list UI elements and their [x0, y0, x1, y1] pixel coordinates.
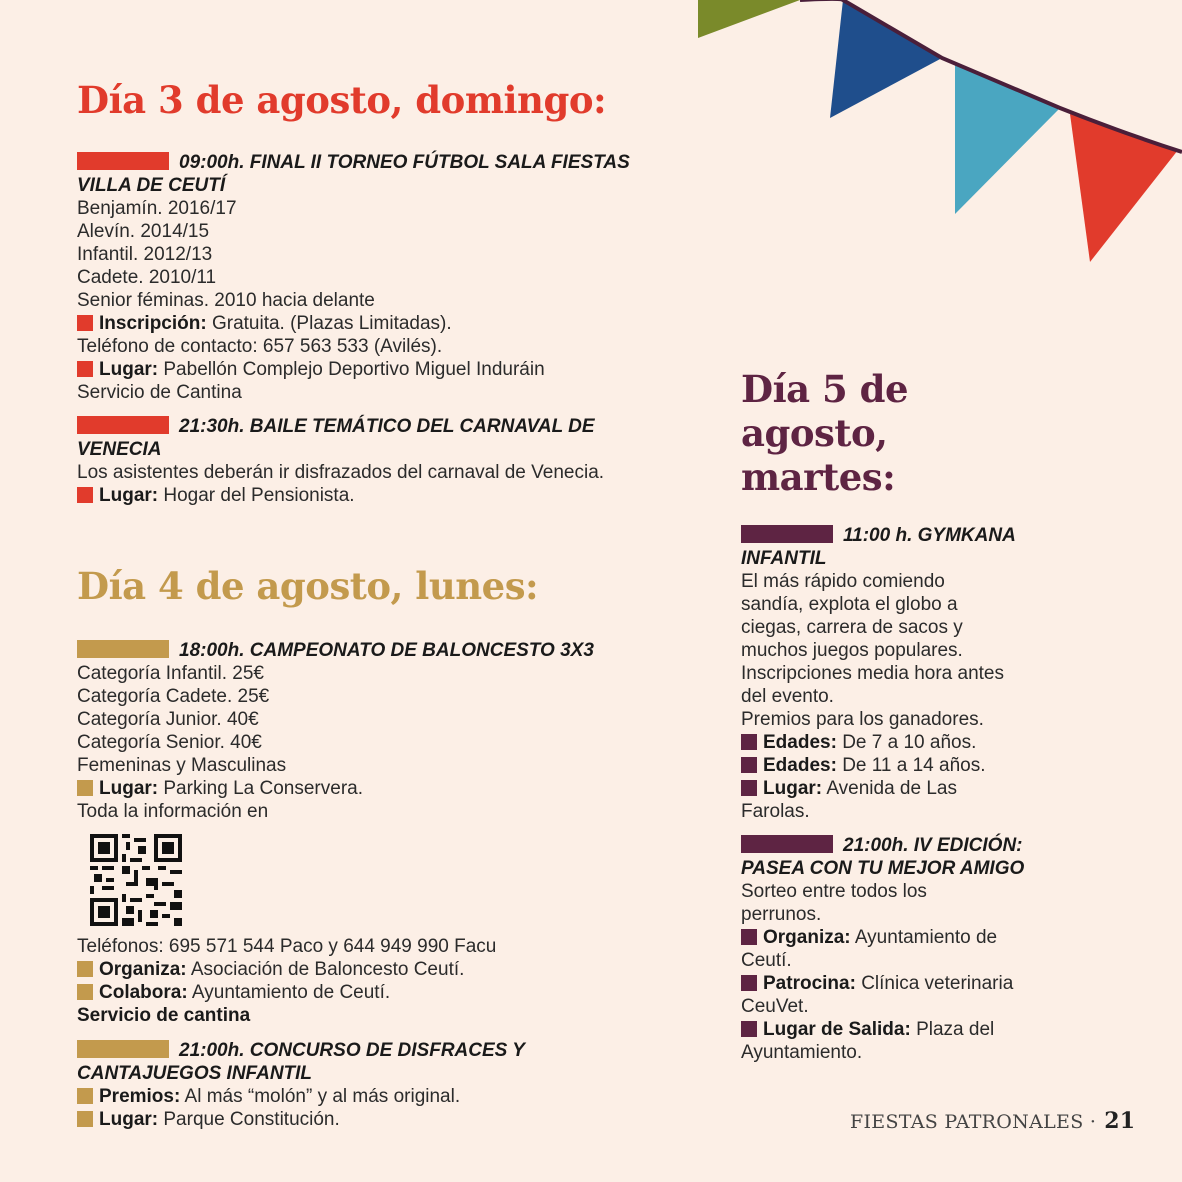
- phones-line: Teléfonos: 695 571 544 Paco y 644 949 990 Facu: [77, 936, 497, 957]
- bullet-square-icon: [741, 1021, 757, 1037]
- category-line: Alevín. 2014/15: [77, 221, 210, 242]
- day3-title: Día 3 de agosto, domingo:: [77, 78, 607, 122]
- day5-event2: [741, 834, 1061, 1064]
- category-line: Categoría Senior. 40€: [77, 732, 262, 753]
- event-bar-icon: [741, 835, 833, 853]
- event-heading-cont: VILLA DE CEUTÍ: [77, 175, 226, 196]
- bullet-square-icon: [741, 757, 757, 773]
- day4-title: Día 4 de agosto, lunes:: [77, 564, 539, 608]
- flag-green-icon: [698, 0, 800, 38]
- collaborator-line: Colabora: Ayuntamiento de Ceutí.: [77, 981, 697, 1004]
- category-line: Infantil. 2012/13: [77, 244, 213, 265]
- day4-event2: [77, 1039, 697, 1131]
- event-bar-icon: [77, 152, 169, 170]
- organizer-line-cont: Ceutí.: [741, 950, 792, 971]
- qr-code-icon[interactable]: [90, 834, 182, 926]
- event-heading-cont: PASEA CON TU MEJOR AMIGO: [741, 858, 1025, 879]
- location-line: Lugar: Pabellón Complejo Deportivo Miguel Induráin: [77, 358, 677, 381]
- inscription-line: Inscripción: Gratuita. (Plazas Limitadas).: [77, 312, 677, 335]
- location-line: Lugar: Avenida de Las: [741, 777, 1061, 800]
- day4-event1: [77, 639, 677, 823]
- sponsor-line: Patrocina: Clínica veterinaria: [741, 972, 1061, 995]
- description-line: muchos juegos populares.: [741, 640, 963, 661]
- event-heading: 21:30h. BAILE TEMÁTICO DEL CARNAVAL DE: [77, 415, 677, 438]
- category-line: Benjamín. 2016/17: [77, 198, 237, 219]
- organizer-line: Organiza: Asociación de Baloncesto Ceutí.: [77, 958, 697, 981]
- info-line: Toda la información en: [77, 801, 269, 822]
- sponsor-line-cont: CeuVet.: [741, 996, 809, 1017]
- event-bar-icon: [77, 640, 169, 658]
- bullet-square-icon: [77, 315, 93, 331]
- location-line: Lugar: Parking La Conservera.: [77, 777, 677, 800]
- event-heading: 21:00h. IV EDICIÓN:: [741, 834, 1061, 857]
- event-heading-cont: CANTAJUEGOS INFANTIL: [77, 1063, 313, 1084]
- bullet-square-icon: [77, 1111, 93, 1127]
- description-line: perrunos.: [741, 904, 822, 925]
- event-heading: 11:00 h. GYMKANA: [741, 524, 1061, 547]
- category-line: Senior féminas. 2010 hacia delante: [77, 290, 375, 311]
- event-heading: 09:00h. FINAL II TORNEO FÚTBOL SALA FIESTAS: [77, 151, 677, 174]
- event-heading-cont: VENECIA: [77, 439, 162, 460]
- bullet-square-icon: [77, 961, 93, 977]
- event-heading-cont: INFANTIL: [741, 548, 827, 569]
- event-bar-icon: [741, 525, 833, 543]
- bullet-square-icon: [77, 487, 93, 503]
- category-line: Categoría Junior. 40€: [77, 709, 259, 730]
- description-line: Los asistentes deberán ir disfrazados del carnaval de Venecia.: [77, 462, 605, 483]
- page-number: 21: [1104, 1108, 1136, 1134]
- cantina-line: Servicio de Cantina: [77, 382, 242, 403]
- category-line: Cadete. 2010/11: [77, 267, 217, 288]
- day4-event1-contact: [77, 935, 697, 1027]
- title-line: Día 5 de: [741, 367, 909, 411]
- event-heading: 21:00h. CONCURSO DE DISFRACES Y: [77, 1039, 697, 1062]
- bullet-square-icon: [77, 361, 93, 377]
- day5-event1: [741, 524, 1061, 823]
- event-heading: 18:00h. CAMPEONATO DE BALONCESTO 3X3: [77, 639, 677, 662]
- description-line: sandía, explota el globo a: [741, 594, 958, 615]
- category-line: Femeninas y Masculinas: [77, 755, 287, 776]
- cantina-line: Servicio de cantina: [77, 1005, 251, 1026]
- bullet-square-icon: [741, 734, 757, 750]
- location-line: Lugar: Hogar del Pensionista.: [77, 484, 677, 507]
- ages-line: Edades: De 7 a 10 años.: [741, 731, 1061, 754]
- day3-event1: [77, 151, 677, 404]
- flag-blue-icon: [830, 0, 942, 118]
- description-line: El más rápido comiendo: [741, 571, 945, 592]
- title-line: agosto,: [741, 411, 888, 455]
- start-location-line-cont: Ayuntamiento.: [741, 1042, 863, 1063]
- phone-line: Teléfono de contacto: 657 563 533 (Avilés).: [77, 336, 443, 357]
- start-location-line: Lugar de Salida: Plaza del: [741, 1018, 1061, 1041]
- flag-red-icon: [1070, 114, 1178, 262]
- day5-title: [741, 367, 908, 499]
- location-line-cont: Farolas.: [741, 801, 810, 822]
- description-line: del evento.: [741, 686, 834, 707]
- description-line: Premios para los ganadores.: [741, 709, 984, 730]
- organizer-line: Organiza: Ayuntamiento de: [741, 926, 1061, 949]
- event-bar-icon: [77, 416, 169, 434]
- category-line: Categoría Infantil. 25€: [77, 663, 264, 684]
- description-line: Inscripciones media hora antes: [741, 663, 1004, 684]
- ages-line: Edades: De 11 a 14 años.: [741, 754, 1061, 777]
- description-line: Sorteo entre todos los: [741, 881, 927, 902]
- bullet-square-icon: [77, 984, 93, 1000]
- page-footer: [850, 1108, 1135, 1134]
- bunting-decoration: [680, 0, 1182, 270]
- category-line: Categoría Cadete. 25€: [77, 686, 270, 707]
- title-line: martes:: [741, 455, 896, 499]
- bullet-square-icon: [741, 929, 757, 945]
- bullet-square-icon: [741, 975, 757, 991]
- bullet-square-icon: [741, 780, 757, 796]
- event-bar-icon: [77, 1040, 169, 1058]
- day3-event2: [77, 415, 677, 507]
- footer-text: FIESTAS PATRONALES ·: [850, 1111, 1097, 1133]
- location-line: Lugar: Parque Constitución.: [77, 1108, 697, 1131]
- bullet-square-icon: [77, 1088, 93, 1104]
- prizes-line: Premios: Al más “molón” y al más original.: [77, 1085, 697, 1108]
- bullet-square-icon: [77, 780, 93, 796]
- description-line: ciegas, carrera de sacos y: [741, 617, 963, 638]
